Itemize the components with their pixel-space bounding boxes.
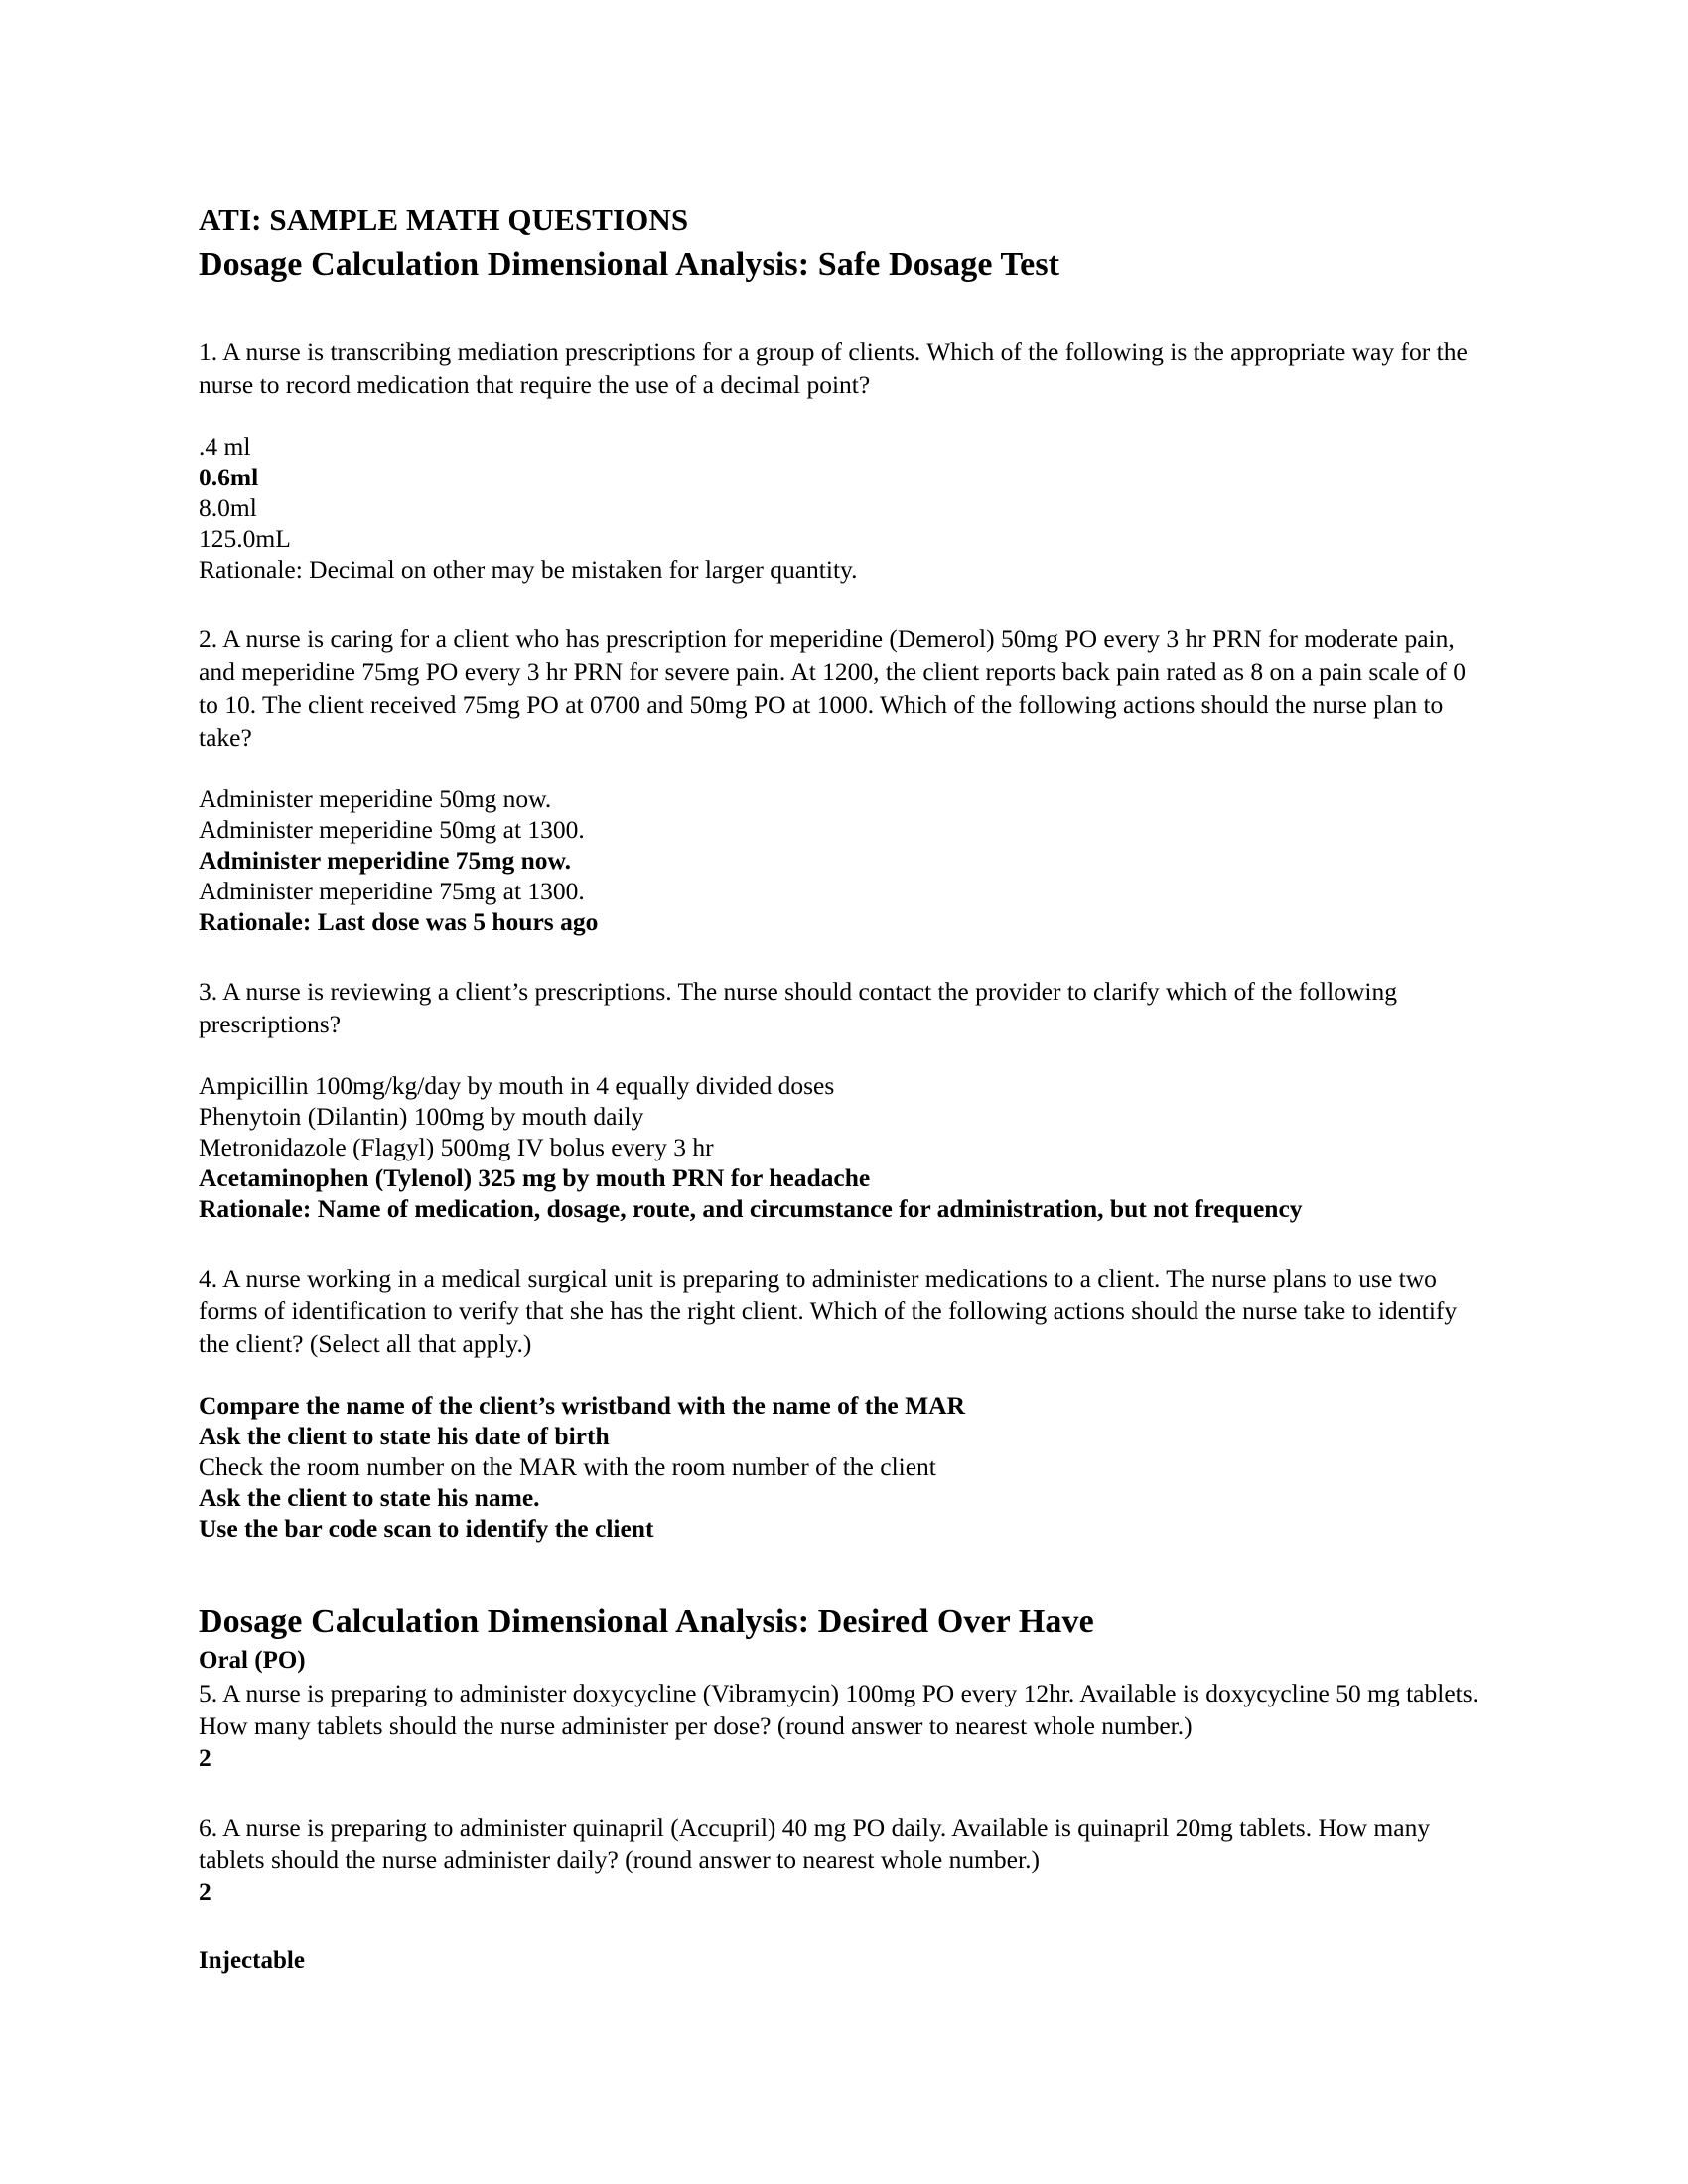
document-title (199, 199, 1479, 288)
answer-option[interactable]: .4 ml (199, 432, 251, 461)
question-text-4: 4. A nurse working in a medical surgical unit is preparing to administer medications to a client. The nurse plans to use two forms of identification to verify that she has the right client. Which of the following actions should the nurse take to identify the client? (Select all that apply.) (199, 1264, 1458, 1358)
answer-option[interactable]: Check the room number on the MAR with the room number of the client (199, 1452, 936, 1481)
answer-options-1 (199, 431, 1479, 585)
answer-option[interactable]: 125.0mL (199, 524, 291, 553)
answer-option[interactable]: Administer meperidine 75mg now. (199, 846, 571, 875)
page-title-line-1: ATI: SAMPLE MATH QUESTIONS (199, 203, 689, 237)
section-two-subheading-oral: Oral (PO) (199, 1647, 306, 1674)
spacer (199, 1907, 1479, 1945)
answer-options-4 (199, 1390, 1479, 1544)
spacer (199, 1773, 1479, 1811)
question-text-6: 6. A nurse is preparing to administer quinapril (Accupril) 40 mg PO daily. Available is quinapril 20mg tablets. How many tablets should the nurse administer daily? (round answer to nearest whole number.) (199, 1813, 1431, 1874)
spacer (199, 753, 1479, 783)
section-two (199, 1599, 1479, 1977)
answer-option[interactable]: 0.6ml (199, 463, 259, 491)
answer-option[interactable]: Ask the client to state his date of birth (199, 1422, 610, 1450)
question-block-4 (199, 1262, 1479, 1544)
rationale-2: Rationale: Last dose was 5 hours ago (199, 907, 599, 936)
spacer (199, 937, 1479, 975)
answer-option[interactable]: Metronidazole (Flagyl) 500mg IV bolus every 3 hr (199, 1133, 714, 1161)
spacer (199, 1224, 1479, 1262)
answer-value-5: 2 (199, 1743, 211, 1772)
page-title-line-2: Dosage Calculation Dimensional Analysis: Safe Dosage Test (199, 246, 1060, 283)
answer-option[interactable]: Ask the client to state his name. (199, 1483, 540, 1512)
answer-options-2 (199, 783, 1479, 937)
question-text-2: 2. A nurse is caring for a client who has prescription for meperidine (Demerol) 50mg PO every 3 hr PRN for moderate pain, and meperidine 75mg PO every 3 hr PRN for severe pain. At 1200, the client reports back pain rated as 8 on a pain scale of 0 to 10. The client received 75mg PO at 0700 and 50mg PO at 1000. Which of the following actions should the nurse plan to take? (199, 624, 1467, 751)
answer-option[interactable]: Administer meperidine 50mg at 1300. (199, 815, 585, 844)
section-two-heading: Dosage Calculation Dimensional Analysis: Desired Over Have (199, 1603, 1094, 1640)
question-block-3 (199, 975, 1479, 1224)
answer-option[interactable]: Administer meperidine 75mg at 1300. (199, 877, 585, 905)
answer-value-6: 2 (199, 1877, 211, 1906)
answer-option[interactable]: Use the bar code scan to identify the client (199, 1514, 654, 1543)
document-body (199, 199, 1479, 1977)
answer-option[interactable]: Administer meperidine 50mg now. (199, 784, 552, 813)
answer-option[interactable]: 8.0ml (199, 493, 257, 522)
answer-options-3 (199, 1070, 1479, 1224)
question-block-1 (199, 336, 1479, 585)
answer-option[interactable]: Phenytoin (Dilantin) 100mg by mouth daily (199, 1102, 644, 1131)
spacer (199, 288, 1479, 336)
question-block-6 (199, 1811, 1479, 1907)
answer-option[interactable]: Ampicillin 100mg/kg/day by mouth in 4 equally divided doses (199, 1071, 835, 1100)
rationale-1: Rationale: Decimal on other may be mistaken for larger quantity. (199, 555, 858, 584)
spacer (199, 1040, 1479, 1070)
question-text-5: 5. A nurse is preparing to administer doxycycline (Vibramycin) 100mg PO every 12hr. Available is doxycycline 50 mg tablets. How many tablets should the nurse administer per dose? (round answer to nearest whole number.) (199, 1679, 1479, 1740)
question-text-1: 1. A nurse is transcribing mediation prescriptions for a group of clients. Which of the following is the appropriate way for the nurse to record medication that require the use of a decimal point? (199, 338, 1468, 399)
rationale-3: Rationale: Name of medication, dosage, route, and circumstance for administration, but not frequency (199, 1194, 1303, 1223)
answer-option[interactable]: Compare the name of the client’s wristband with the name of the MAR (199, 1391, 965, 1420)
spacer (199, 401, 1479, 431)
answer-option[interactable]: Acetaminophen (Tylenol) 325 mg by mouth PRN for headache (199, 1163, 871, 1192)
spacer (199, 1544, 1479, 1599)
section-subheading-injectable: Injectable (199, 1947, 305, 1974)
question-block-5 (199, 1677, 1479, 1773)
spacer (199, 1360, 1479, 1390)
spacer (199, 585, 1479, 622)
question-text-3: 3. A nurse is reviewing a client’s prescriptions. The nurse should contact the provider to clarify which of the following prescriptions? (199, 977, 1397, 1038)
question-block-2 (199, 622, 1479, 937)
